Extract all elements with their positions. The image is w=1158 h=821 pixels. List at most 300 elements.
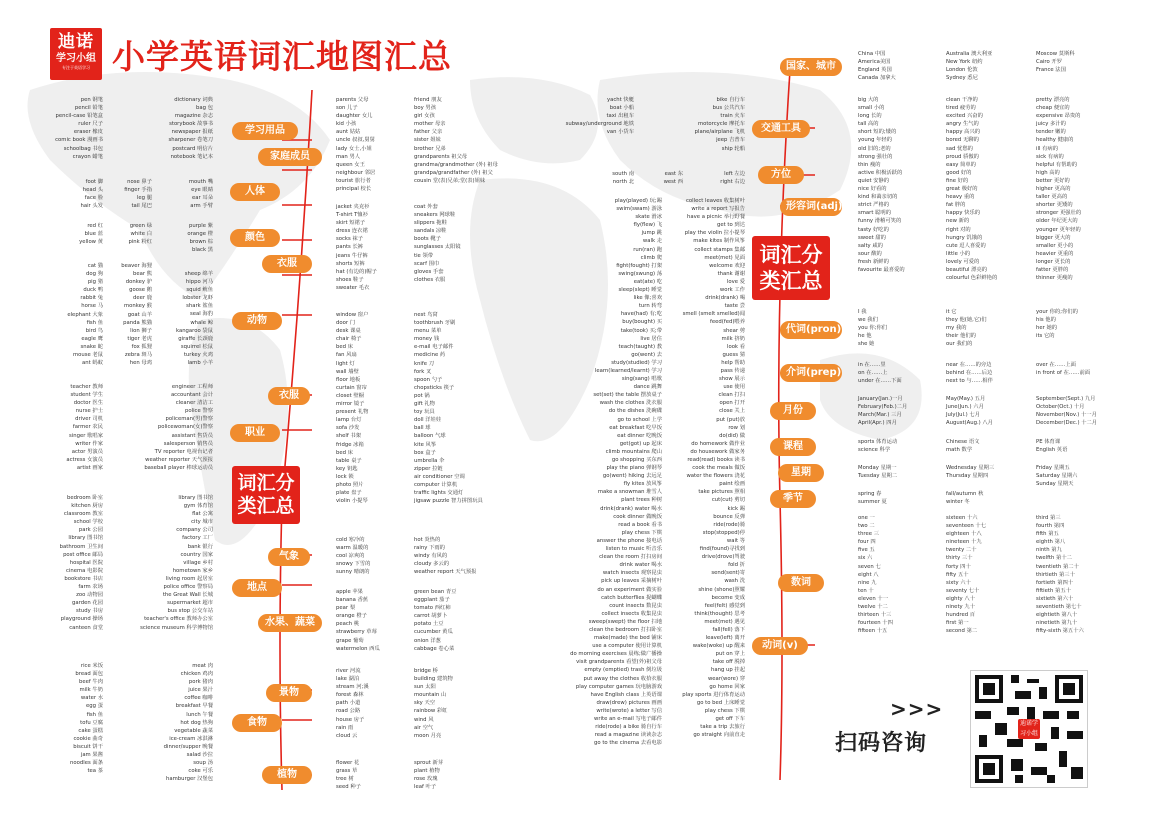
word-item: ear 耳朵: [192, 195, 213, 202]
word-item: left 左边: [724, 171, 745, 177]
word-item: plane/airplane 飞机: [694, 129, 745, 136]
word-item: goat 山羊: [127, 311, 152, 318]
word-item: grass 草: [336, 768, 358, 775]
word-item: fox 狐狸: [131, 343, 152, 350]
word-item: jeep 吉普车: [716, 137, 745, 144]
word-item: arm 手臂: [190, 203, 213, 210]
word-item: drink water 喝水: [619, 562, 662, 569]
word-item: deer 鹿: [132, 295, 152, 302]
word-item: fourth 第四: [1036, 523, 1065, 530]
word-item: have(had) 有;吃: [620, 311, 662, 318]
word-item: London 伦敦: [946, 67, 978, 74]
word-item: library 图书馆: [68, 535, 103, 542]
word-item: fish 鱼: [86, 319, 103, 326]
word-item: eye 眼睛: [191, 187, 213, 194]
word-item: company 公司: [176, 527, 213, 534]
word-item: moon 月亮: [414, 732, 442, 739]
word-item: nose 鼻子: [127, 179, 152, 185]
word-item: kitchen 厨房: [71, 503, 103, 510]
word-item: Sunday 星期天: [1036, 481, 1074, 488]
word-item: cold 寒冷的: [336, 537, 365, 543]
word-item: policewoman(女)警察: [157, 424, 213, 431]
word-item: green 绿: [129, 223, 152, 229]
word-item: ill 有病的: [1036, 145, 1058, 152]
word-item: zipper 拉链: [414, 465, 443, 472]
word-item: rainbow 彩虹: [414, 708, 448, 715]
category-courses[interactable]: 课程: [770, 438, 816, 456]
word-item: science 科学: [858, 447, 891, 454]
word-item: kangaroo 袋鼠: [175, 327, 213, 334]
word-item: newspaper 报纸: [171, 129, 213, 136]
word-item: chicken 鸡肉: [180, 671, 213, 678]
word-item: Cairo 开罗: [1036, 59, 1062, 66]
word-item: bus stop 公交车站: [167, 608, 213, 615]
word-item: do the dishes 洗碗碟: [608, 408, 662, 415]
word-item: tender 嫩的: [1036, 129, 1066, 136]
word-item: he 他: [858, 333, 872, 340]
word-item: uncle 叔叔,舅舅: [336, 137, 375, 144]
word-item: blue 蓝: [84, 231, 103, 238]
word-item: run(ran) 跑: [633, 246, 662, 253]
word-item: egg 蛋: [86, 703, 103, 710]
word-item: salad 沙拉: [186, 752, 213, 759]
word-item: Wednesday 星期三: [946, 465, 995, 471]
word-item: fridge 冰箱: [336, 441, 364, 448]
word-item: coke 可乐: [188, 768, 213, 775]
word-item: make kites 制作风筝: [693, 238, 745, 245]
word-item: excited 兴奋的: [946, 113, 983, 120]
word-item: sweep(swept) the floor 扫地: [588, 618, 662, 625]
word-item: take pictures 照相: [698, 489, 745, 496]
category-weather[interactable]: 气象: [268, 548, 310, 566]
word-item: cleaner 清洁工: [175, 400, 213, 407]
word-item: wall 墙壁: [336, 368, 359, 375]
body-list-a: [80, 178, 103, 210]
word-item: study(studied) 学习: [611, 359, 662, 366]
season-list-b: [946, 490, 983, 506]
word-item: fly(flew) 飞: [633, 222, 662, 229]
word-item: write an e-mail 写电子邮件: [594, 716, 662, 722]
word-item: first 第一: [946, 620, 969, 627]
word-item: bird 鸟: [85, 327, 103, 334]
category-plants[interactable]: 植物: [262, 766, 312, 784]
word-item: sun 太阳: [414, 684, 436, 691]
word-item: ride(rode) a bike 骑自行车: [595, 724, 662, 731]
word-item: math 数学: [946, 447, 973, 454]
category-fruit-veg[interactable]: 水果、蔬菜: [258, 614, 322, 632]
word-item: ninetieth 第九十: [1036, 620, 1078, 627]
word-item: high 高的: [1036, 169, 1060, 176]
word-item: like 像;喜欢: [633, 295, 662, 302]
word-item: catch butterflies 捉蝴蝶: [601, 594, 662, 601]
word-item: fortieth 第四十: [1036, 579, 1074, 586]
word-item: happy 高兴的: [946, 129, 981, 136]
word-item: March(Mar.) 三月: [858, 412, 902, 419]
word-item: path 小道: [336, 700, 361, 707]
word-item: strict 严格的: [858, 202, 890, 209]
word-item: farm 农场: [78, 584, 103, 591]
word-item: taller 更高的: [1036, 194, 1068, 201]
word-item: meet(met) 见面: [704, 254, 745, 261]
word-item: put on 穿上: [715, 651, 745, 658]
category-jobs[interactable]: 职业: [230, 424, 280, 442]
word-item: show 展示: [719, 376, 745, 383]
word-item: zoo 动物园: [76, 592, 103, 599]
word-item: winter 冬: [946, 499, 970, 506]
word-item: live 居住: [640, 335, 662, 342]
word-item: pen 钢笔: [80, 97, 103, 103]
word-item: right 对的: [946, 226, 971, 233]
word-item: fan 风扇: [336, 352, 357, 359]
word-item: take(took) 买;带: [620, 327, 662, 334]
word-item: eggplant 茄子: [414, 597, 450, 604]
word-item: sandals 凉鞋: [414, 228, 447, 235]
word-item: America美国: [858, 59, 891, 66]
word-item: hot 炎热的: [414, 537, 441, 543]
word-item: purple 紫: [189, 223, 213, 229]
word-item: expensive 昂贵的: [1036, 113, 1081, 120]
direction-list-a: [612, 170, 634, 186]
category-body[interactable]: 人体: [230, 183, 280, 201]
category-countries[interactable]: 国家、城市: [780, 58, 842, 76]
word-item: ship 轮船: [721, 145, 745, 152]
category-verbs[interactable]: 动词(v): [752, 637, 808, 655]
word-item: man 男人: [336, 153, 361, 160]
pronoun-list-b: [946, 308, 987, 348]
word-item: get to 到达: [717, 222, 745, 229]
word-item: visit grandparents 看望(外)祖父母: [576, 659, 662, 666]
word-item: girl 女孩: [414, 113, 435, 120]
word-item: write(wrote) a letter 写信: [596, 707, 662, 714]
word-item: sweater 毛衣: [336, 284, 370, 291]
word-item: cucumber 黄瓜: [414, 629, 453, 636]
word-item: I 我: [858, 309, 867, 315]
category-home[interactable]: 衣服: [268, 387, 310, 405]
word-item: help 帮助: [721, 359, 745, 366]
word-item: tea 茶: [87, 768, 103, 775]
word-item: ant 蚂蚁: [82, 360, 103, 367]
word-item: in 在……里: [858, 362, 886, 368]
word-item: May(May.) 五月: [946, 396, 986, 402]
word-item: supermarket 超市: [167, 600, 213, 607]
word-item: gloves 手套: [414, 268, 444, 275]
word-item: air 空气: [414, 724, 434, 731]
word-item: tomato 西红柿: [414, 605, 451, 612]
word-item: fall/autumn 秋: [946, 491, 984, 497]
word-item: sing(sang) 唱歌: [621, 376, 662, 383]
word-item: river 河流: [336, 668, 361, 674]
word-item: knife 刀: [414, 360, 435, 367]
word-item: lock 锁: [336, 473, 354, 480]
word-item: boy 男孩: [414, 105, 437, 112]
word-item: potato 土豆: [414, 621, 444, 628]
word-item: onion 洋葱: [414, 637, 441, 644]
word-item: bigger 更大的: [1036, 234, 1071, 241]
word-item: fifth 第五: [1036, 531, 1059, 538]
word-item: present 礼物: [336, 409, 369, 416]
word-item: shorts 短裤: [336, 260, 365, 267]
word-item: cloudy 多云的: [414, 561, 450, 568]
word-item: collect insects 收集昆虫: [601, 610, 662, 617]
word-item: do(did) 做: [719, 432, 745, 439]
word-item: smell (smelt smelled)闻: [682, 311, 745, 318]
word-item: teach(taught) 教: [618, 343, 662, 350]
word-item: over 在……上面: [1036, 362, 1076, 368]
word-item: boat 小船: [609, 105, 634, 112]
word-item: milk 挤奶: [721, 335, 745, 342]
category-food[interactable]: 食物: [232, 714, 282, 732]
word-item: factory 工厂: [182, 535, 213, 542]
word-item: orange 橙子: [336, 613, 367, 620]
word-item: near 在……的旁边: [946, 362, 992, 368]
category-seasons[interactable]: 季节: [770, 490, 816, 508]
word-item: six 六: [858, 555, 873, 562]
body-list-c: [189, 178, 213, 210]
word-item: breakfast 早餐: [175, 703, 213, 710]
word-item: sports 体育运动: [858, 439, 898, 445]
word-item: Chinese 语文: [946, 439, 980, 445]
center-left-line1: 词汇分: [237, 472, 295, 494]
animal-list-a: [67, 262, 103, 367]
word-item: shear 剪: [723, 327, 745, 334]
word-item: Friday 星期五: [1036, 465, 1070, 471]
word-item: play(played) 玩;踢: [614, 198, 662, 204]
month-list-c: [1036, 395, 1097, 427]
pronoun-list-a: [858, 308, 887, 348]
word-item: stronger 更强壮的: [1036, 210, 1082, 217]
word-item: zebra 斑马: [124, 352, 152, 359]
word-item: draw(drew) pictures 画画: [596, 699, 662, 706]
word-item: cinema 电影院: [66, 567, 103, 574]
word-item: singer 歌唱家: [69, 432, 103, 439]
word-item: go home 回家: [709, 683, 745, 690]
word-item: horse 马: [81, 303, 103, 310]
verb-list-a: [570, 197, 662, 747]
plants-list-a: [336, 759, 361, 791]
word-item: sixty 六十: [946, 579, 971, 586]
word-item: close 关上: [719, 408, 745, 415]
word-item: do housework 做家务: [690, 448, 745, 455]
word-item: three 三: [858, 531, 879, 538]
transport-list-b: [695, 96, 745, 153]
word-item: face 脸: [84, 195, 103, 202]
jobs-list-b: [144, 383, 213, 472]
word-item: clothes 衣服: [414, 276, 446, 283]
category-adjectives[interactable]: 形容词(adj): [780, 198, 842, 216]
word-item: dog 狗: [86, 271, 103, 278]
category-animals[interactable]: 动物: [232, 312, 282, 330]
category-direction[interactable]: 方位: [758, 166, 804, 184]
word-item: key 钥匙: [336, 465, 358, 472]
word-item: taxi 出租车: [606, 113, 634, 120]
word-item: medicine 药: [414, 352, 446, 359]
word-item: clean the room 打扫房间: [599, 554, 662, 561]
word-item: curtain 窗帘: [336, 384, 367, 391]
word-item: pink 粉红: [128, 239, 152, 246]
word-item: hometown 家乡: [172, 567, 213, 574]
month-list-b: [946, 395, 993, 427]
scenery-list-a: [336, 667, 369, 740]
word-item: have English class 上英语课: [590, 691, 662, 698]
word-item: turkey 火鸡: [183, 351, 213, 358]
category-family[interactable]: 家庭成员: [258, 148, 322, 166]
word-item: September(Sept.) 九月: [1036, 396, 1096, 402]
word-item: ninth 第九: [1036, 547, 1062, 554]
clothes-list-a: [336, 203, 377, 292]
word-item: watch insects 观察昆虫: [602, 570, 662, 577]
word-item: wait 等: [726, 537, 745, 544]
word-item: brother 兄弟: [414, 145, 446, 152]
word-item: policeman(男)警察: [165, 416, 213, 423]
word-item: healthy 健康的: [1036, 137, 1074, 144]
vegetable-list-b: [414, 588, 456, 653]
word-item: closet 壁橱: [336, 392, 364, 399]
word-item: fish 鱼: [86, 711, 103, 718]
word-item: beaver 海狸: [121, 263, 152, 269]
word-item: fifty-sixth 第五十六: [1036, 628, 1084, 635]
word-item: sharpener 卷笔刀: [168, 137, 213, 144]
word-item: pencil 铅笔: [74, 105, 103, 112]
word-item: schoolbag 书包: [63, 145, 103, 152]
category-stationery[interactable]: 学习用品: [232, 122, 298, 140]
word-item: brown 棕: [189, 239, 213, 246]
category-weekdays[interactable]: 星期: [778, 464, 824, 482]
category-months[interactable]: 月份: [770, 402, 816, 420]
word-item: turn 转弯: [638, 303, 662, 310]
word-item: rice 米饭: [80, 663, 103, 669]
word-item: eleven 十一: [858, 595, 889, 602]
word-item: whale 鲸: [190, 319, 213, 326]
category-pronouns[interactable]: 代词(pron): [780, 321, 842, 339]
word-item: skirt 短裙子: [336, 220, 366, 227]
word-item: artist 画家: [76, 464, 103, 471]
category-clothes[interactable]: 衣服: [262, 255, 312, 273]
word-item: spoon 勺子: [414, 376, 443, 383]
household-list-a: [336, 311, 368, 505]
category-prepositions[interactable]: 介词(prep): [780, 364, 842, 382]
word-item: orange 橙: [187, 231, 213, 238]
word-item: daughter 女儿: [336, 113, 373, 120]
color-list-a: [79, 222, 103, 246]
word-item: their 他们的: [946, 333, 976, 340]
word-item: desk 课桌: [336, 328, 361, 335]
word-item: seventy 七十: [946, 587, 980, 594]
word-item: stop(stopped)停: [702, 529, 745, 536]
word-item: under 在……下面: [858, 378, 902, 385]
word-item: pretty 漂亮的: [1036, 97, 1070, 103]
word-item: warm 温暖的: [336, 545, 369, 552]
category-scenery[interactable]: 景物: [266, 684, 312, 702]
word-item: salty 咸的: [858, 242, 883, 249]
word-item: Monday 星期一: [858, 465, 897, 471]
word-item: tiger 老虎: [127, 335, 152, 342]
word-item: skate 滑冰: [635, 214, 662, 221]
word-item: read a magazine 读读杂志: [594, 732, 662, 739]
word-item: rabbit 兔: [80, 295, 103, 302]
word-item: read(read) books 读书: [687, 457, 745, 463]
word-item: welcome 欢迎: [709, 262, 745, 269]
category-places[interactable]: 地点: [232, 579, 282, 597]
word-item: city 城市: [191, 519, 213, 526]
qr-center-logo: 迪诺学习小组: [1019, 720, 1038, 737]
word-item: dress 连衣裙: [336, 228, 368, 235]
word-item: nine 九: [858, 579, 877, 586]
word-item: spring 春: [858, 491, 882, 497]
category-transport[interactable]: 交通工具: [752, 120, 810, 138]
word-item: carrot 胡萝卜: [414, 613, 448, 620]
word-item: windy 有风的: [414, 553, 448, 560]
word-item: pants 长裤: [336, 244, 364, 251]
word-item: shelf 书架: [336, 433, 361, 440]
center-label-left: [232, 466, 300, 524]
course-list-b: [946, 438, 979, 454]
word-item: Moscow 莫斯科: [1036, 51, 1075, 57]
word-item: socks 袜子: [336, 236, 364, 243]
word-item: thin 瘦的: [858, 161, 881, 168]
animal-list-c: [176, 270, 213, 367]
word-item: plant trees 种树: [621, 497, 662, 504]
word-item: vegetable 蔬菜: [174, 727, 213, 734]
word-item: principal 校长: [336, 186, 372, 193]
word-item: bus 公共汽车: [712, 105, 745, 112]
category-numerals[interactable]: 数词: [778, 574, 824, 592]
category-colors[interactable]: 颜色: [230, 229, 280, 247]
word-item: village 乡村: [183, 559, 213, 566]
word-item: student 学生: [70, 392, 103, 399]
word-item: right 右边: [720, 179, 745, 186]
word-item: listen to music 听音乐: [605, 546, 662, 553]
word-item: English 英语: [1036, 447, 1068, 454]
word-item: wash the clothes 洗衣服: [599, 400, 662, 407]
word-item: eighth 第八: [1036, 539, 1066, 546]
word-item: pig 猪: [87, 279, 103, 286]
word-item: play computer games 玩电脑游戏: [575, 683, 662, 690]
word-item: violin 小提琴: [336, 498, 368, 505]
word-item: little 小的: [946, 250, 971, 257]
word-item: small 小的: [858, 105, 885, 112]
numeral-list-a: [858, 514, 893, 635]
word-item: watermelon 西瓜: [336, 645, 380, 652]
word-item: cook dinner 做晚饭: [613, 513, 662, 520]
word-item: lovely 可爱的: [946, 258, 980, 265]
word-item: pork 猪肉: [188, 679, 213, 686]
word-item: shoes 鞋子: [336, 276, 364, 283]
household-list-b: [414, 311, 483, 505]
word-item: strawberry 草莓: [336, 629, 377, 636]
word-item: they 他(她,它)们: [946, 317, 987, 324]
word-item: tasty 好吃的: [858, 226, 889, 233]
word-item: hungry 饥饿的: [946, 234, 983, 241]
word-item: strong 强壮的: [858, 153, 893, 160]
word-item: yellow 黄: [79, 239, 103, 246]
word-item: pot 锅: [414, 392, 430, 399]
word-item: swing(swung) 荡: [618, 270, 662, 277]
word-item: computer 计算机: [414, 481, 458, 488]
word-item: slippers 拖鞋: [414, 220, 447, 227]
word-item: peach 桃: [336, 621, 360, 628]
animal-list-b: [121, 262, 152, 367]
direction-list-c: [720, 170, 745, 186]
word-item: favourite 最喜爱的: [858, 266, 905, 273]
word-item: seven 七: [858, 563, 881, 570]
word-item: squid 鱿鱼: [186, 287, 213, 294]
word-item: beautiful 漂亮的: [946, 266, 988, 273]
word-item: June(Jun.) 六月: [946, 404, 984, 411]
word-item: finger 手指: [124, 187, 152, 194]
word-item: hang up 挂起: [710, 667, 745, 674]
word-item: heavy 重的: [946, 194, 975, 201]
word-item: ruler 尺子: [78, 121, 103, 128]
